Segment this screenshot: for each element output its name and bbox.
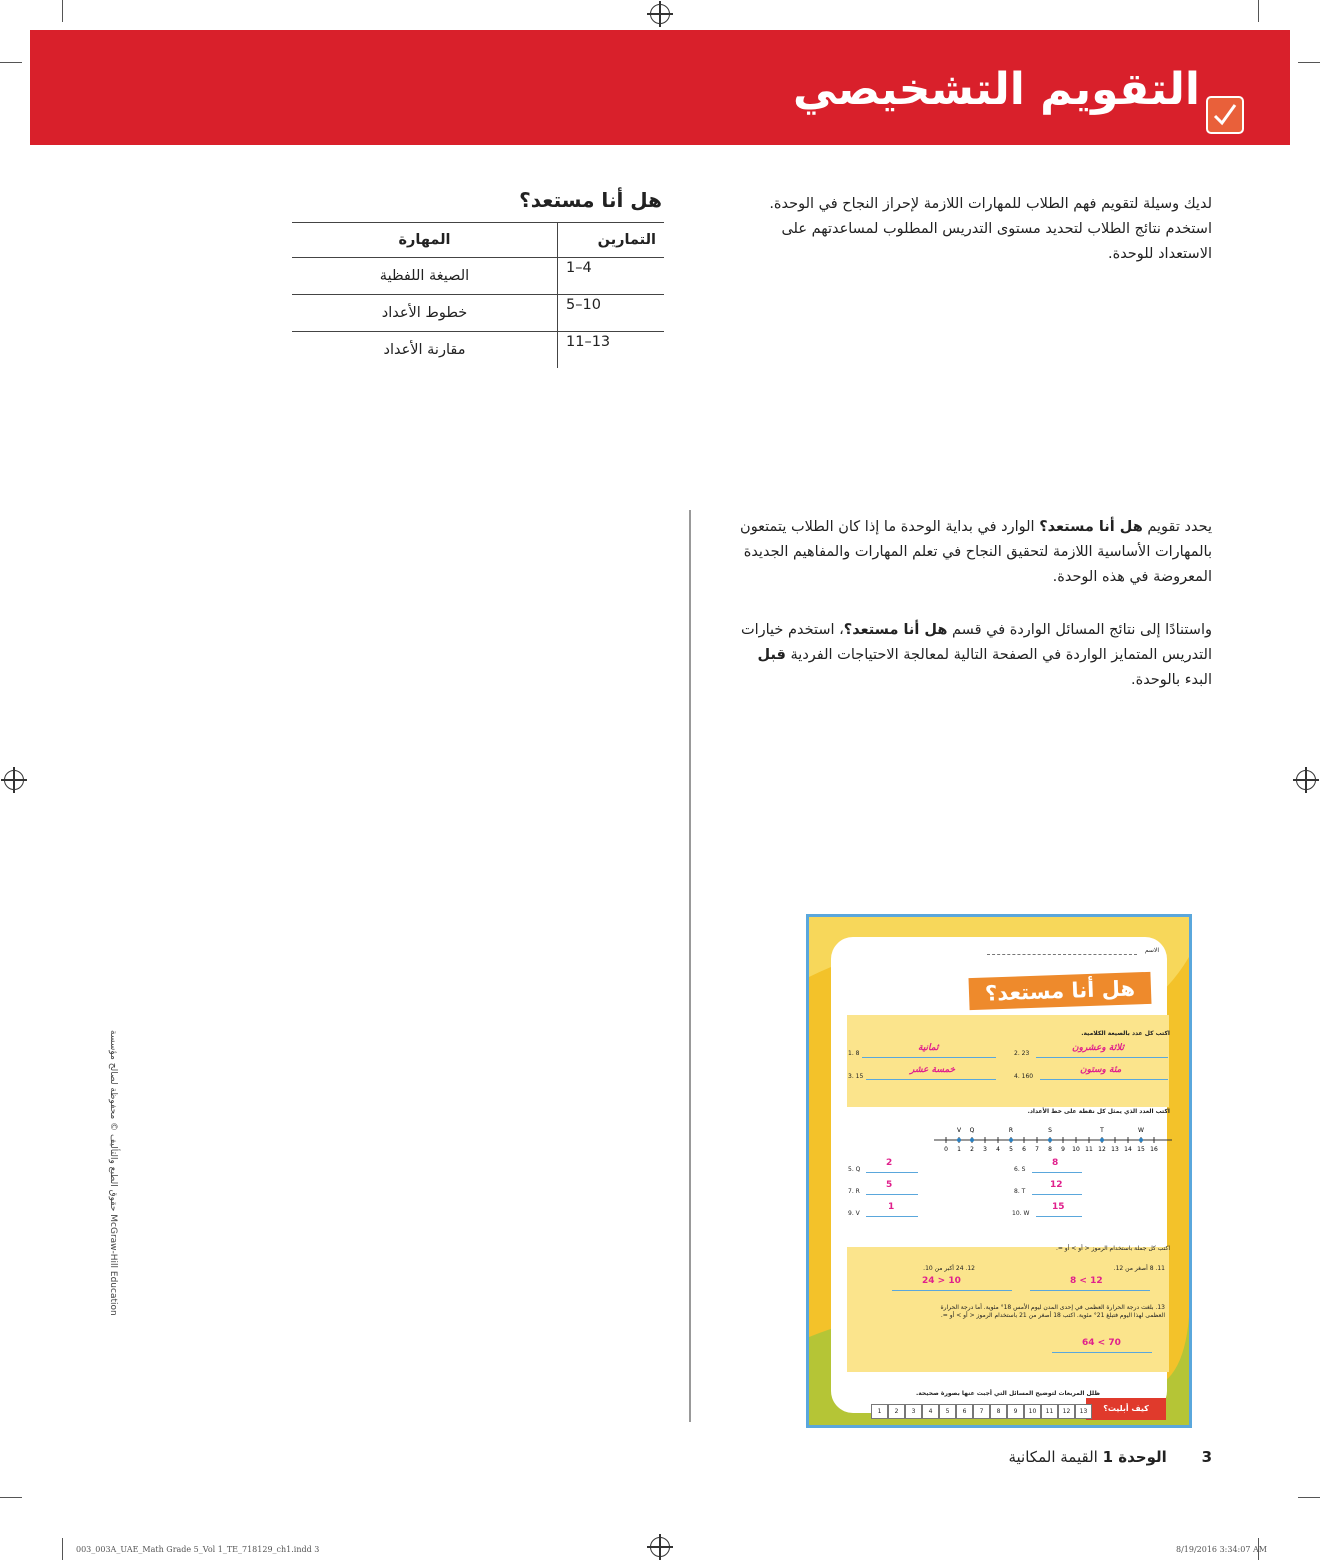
para-bold: قبل bbox=[757, 647, 786, 663]
tick-label: 11 bbox=[1085, 1146, 1093, 1153]
para-bold: هل أنا مستعد؟ bbox=[1039, 519, 1143, 535]
para-text: يحدد تقويم bbox=[1147, 519, 1212, 535]
answer-text: 1 bbox=[888, 1202, 895, 1212]
crop-mark bbox=[62, 1538, 63, 1560]
tick-label: 9 bbox=[1061, 1146, 1065, 1153]
para-bold: هل أنا مستعد؟ bbox=[843, 622, 948, 638]
tick-label: 6 bbox=[1022, 1146, 1026, 1153]
answer-line bbox=[862, 1057, 996, 1058]
crop-mark bbox=[1258, 0, 1259, 22]
answer-line bbox=[1052, 1352, 1152, 1353]
exercises-cell: 11–13 bbox=[558, 332, 665, 369]
score-box: 10 bbox=[1024, 1404, 1041, 1419]
skill-cell: الصيغة اللفظية bbox=[292, 258, 558, 295]
registration-mark-icon bbox=[4, 770, 24, 790]
skill-cell: خطوط الأعداد bbox=[292, 295, 558, 332]
page-footer bbox=[1008, 1448, 1212, 1466]
checkbox-icon bbox=[1206, 96, 1244, 134]
tick-label: 7 bbox=[1035, 1146, 1039, 1153]
answer-line bbox=[866, 1172, 918, 1173]
number-line-point bbox=[1139, 1138, 1143, 1142]
point-label: S bbox=[1048, 1127, 1052, 1134]
answer-line bbox=[1036, 1216, 1082, 1217]
tick-label: 16 bbox=[1150, 1146, 1158, 1153]
answer-text: 64 < 70 bbox=[1082, 1338, 1121, 1348]
question-label: 9. V bbox=[848, 1210, 860, 1217]
instruction: اكتب كل عدد بالصيغة الكلامية. bbox=[1081, 1030, 1170, 1037]
answer-line bbox=[866, 1194, 918, 1195]
number-line-point bbox=[957, 1138, 961, 1142]
para-text: ، استخدم خيارات التدريس المتمايز الواردة في الصفحة التالية لمعالجة الاحتياجات الفردية bbox=[740, 622, 1212, 663]
paragraph-differentiation bbox=[732, 618, 1212, 693]
answer-text: 2 bbox=[886, 1158, 893, 1168]
how-did-i-do-label: كيف أبليت؟ bbox=[1086, 1398, 1166, 1420]
question-label: 2. 23 bbox=[1014, 1050, 1030, 1057]
tick-label: 14 bbox=[1124, 1146, 1132, 1153]
tick-label: 2 bbox=[970, 1146, 974, 1153]
page-title: التقويم التشخيصي bbox=[792, 64, 1200, 115]
point-label: Q bbox=[969, 1127, 975, 1134]
point-label: R bbox=[1008, 1127, 1014, 1134]
answer-line bbox=[866, 1079, 996, 1080]
question-label: 1. 8 bbox=[848, 1050, 860, 1057]
number-line bbox=[930, 1120, 1175, 1154]
answer-text: ثمانية bbox=[918, 1043, 939, 1053]
tick-label: 3 bbox=[983, 1146, 987, 1153]
score-box: 6 bbox=[956, 1404, 973, 1419]
table-row bbox=[292, 258, 664, 295]
tick-label: 10 bbox=[1072, 1146, 1080, 1153]
question-label: 7. R bbox=[848, 1188, 860, 1195]
question-label: 3. 15 bbox=[848, 1073, 864, 1080]
number-line-point bbox=[970, 1138, 974, 1142]
question-label: 12. 24 أكبر من 10. bbox=[923, 1265, 975, 1272]
crop-mark bbox=[0, 1497, 22, 1498]
table-row bbox=[292, 295, 664, 332]
answer-line bbox=[1040, 1079, 1168, 1080]
table-row bbox=[292, 332, 664, 369]
registration-mark-icon bbox=[650, 1537, 670, 1557]
worksheet-thumbnail bbox=[806, 914, 1192, 1428]
point-label: W bbox=[1138, 1127, 1144, 1134]
number-line-point bbox=[1100, 1138, 1104, 1142]
score-box: 9 bbox=[1007, 1404, 1024, 1419]
section-band bbox=[847, 1015, 1169, 1107]
question-label: 6. S bbox=[1014, 1166, 1026, 1173]
unit-label: الوحدة 1 bbox=[1102, 1448, 1167, 1466]
table-title: هل أنا مستعد؟ bbox=[519, 188, 662, 212]
score-box: 12 bbox=[1058, 1404, 1075, 1419]
tick-label: 0 bbox=[944, 1146, 948, 1153]
question-label: 13. بلغت درجة الحرارة العظمى في إحدى المدن ليوم الأمس 18° مئوية. أما درجة الحرارة العظمى لهذا اليوم فتبلغ 21° مئوية. اكتب 18 أصغر من 21 باستخدام الرموز < أو > أو =. bbox=[940, 1304, 1165, 1319]
tick-label: 15 bbox=[1137, 1146, 1145, 1153]
crop-mark bbox=[1298, 62, 1320, 63]
exercises-cell: 1–4 bbox=[558, 258, 665, 295]
answer-text: 24 > 10 bbox=[922, 1276, 961, 1286]
score-box: 2 bbox=[888, 1404, 905, 1419]
copyright-note: حقوق الطبع والتأليف © محفوظة لصالح مؤسسة McGraw-Hill Education bbox=[108, 1030, 118, 1316]
registration-mark-icon bbox=[1296, 770, 1316, 790]
shade-instruction: ظلل المربعات لتوضيح المسائل التي أجبت عنها بصورة صحيحة. bbox=[916, 1390, 1100, 1397]
instruction: اكتب كل جملة باستخدام الرموز < أو > أو =. bbox=[1055, 1245, 1170, 1252]
score-box: 4 bbox=[922, 1404, 939, 1419]
name-line bbox=[987, 954, 1137, 955]
crop-mark bbox=[0, 62, 22, 63]
answer-text: 12 bbox=[1050, 1180, 1063, 1190]
skill-cell: مقارنة الأعداد bbox=[292, 332, 558, 369]
para-text: البدء بالوحدة. bbox=[1130, 672, 1212, 688]
point-label: T bbox=[1100, 1127, 1104, 1134]
registration-mark-icon bbox=[650, 4, 670, 24]
score-box: 3 bbox=[905, 1404, 922, 1419]
answer-text: 5 bbox=[886, 1180, 893, 1190]
score-box: 11 bbox=[1041, 1404, 1058, 1419]
tick-label: 8 bbox=[1048, 1146, 1052, 1153]
tick-label: 12 bbox=[1098, 1146, 1106, 1153]
score-box: 5 bbox=[939, 1404, 956, 1419]
crop-mark bbox=[1298, 1497, 1320, 1498]
question-label: 8. T bbox=[1014, 1188, 1026, 1195]
question-label: 11. 8 أصغر من 12. bbox=[1113, 1265, 1165, 1272]
tick-label: 4 bbox=[996, 1146, 1000, 1153]
instruction: اكتب العدد الذي يمثل كل نقطة على خط الأعداد. bbox=[1027, 1108, 1170, 1115]
column-divider bbox=[689, 510, 691, 1422]
answer-text: 8 < 12 bbox=[1070, 1276, 1103, 1286]
question-label: 10. W bbox=[1012, 1210, 1030, 1217]
column-header-exercises: التمارين bbox=[558, 223, 665, 258]
score-box: 8 bbox=[990, 1404, 1007, 1419]
answer-text: 15 bbox=[1052, 1202, 1065, 1212]
tick-label: 13 bbox=[1111, 1146, 1119, 1153]
page-number: 3 bbox=[1201, 1448, 1212, 1466]
date-slug: 8/19/2016 3:34:07 AM bbox=[1176, 1545, 1267, 1554]
point-label: V bbox=[956, 1127, 962, 1134]
score-box: 1 bbox=[871, 1404, 888, 1419]
para-text: الوارد في بداية الوحدة ما إذا كان الطلاب يتمتعون بالمهارات الأساسية اللازمة لتحقيق النجاح في تعلم المهارات والمفاهيم الجديدة المعروضة في هذه الوحدة. bbox=[740, 519, 1212, 585]
answer-line bbox=[892, 1290, 1012, 1291]
unit-name: القيمة المكانية bbox=[1008, 1448, 1098, 1466]
answer-line bbox=[1032, 1194, 1082, 1195]
answer-text: خمسة عشر bbox=[910, 1065, 956, 1075]
para-text: واستنادًا إلى نتائج المسائل الواردة في قسم bbox=[951, 622, 1212, 638]
answer-text: ثلاثة وعشرون bbox=[1072, 1043, 1125, 1053]
answer-text: 8 bbox=[1052, 1158, 1059, 1168]
worksheet-title: هل أنا مستعد؟ bbox=[968, 972, 1151, 1010]
number-line-point bbox=[1048, 1138, 1052, 1142]
skills-table bbox=[292, 222, 664, 368]
tick-label: 1 bbox=[957, 1146, 961, 1153]
question-label: 5. Q bbox=[848, 1166, 861, 1173]
answer-line bbox=[1032, 1172, 1082, 1173]
score-boxes bbox=[871, 1404, 1092, 1418]
answer-line bbox=[1036, 1057, 1168, 1058]
score-box: 13 bbox=[1075, 1404, 1092, 1419]
crop-mark bbox=[62, 0, 63, 22]
name-label: الاسم bbox=[1144, 947, 1159, 954]
column-header-skill: المهارة bbox=[292, 223, 558, 258]
score-box: 7 bbox=[973, 1404, 990, 1419]
file-slug: 003_003A_UAE_Math Grade 5_Vol 1_TE_718129_ch1.indd 3 bbox=[76, 1545, 320, 1554]
answer-text: مئة وستون bbox=[1080, 1065, 1122, 1075]
intro-paragraph: لديك وسيلة لتقويم فهم الطلاب للمهارات اللازمة لإحراز النجاح في الوحدة. استخدم نتائج الطلاب لتحديد مستوى التدريس المطلوب لمساعدتهم على الاستعداد للوحدة. bbox=[769, 196, 1212, 262]
answer-line bbox=[1030, 1290, 1150, 1291]
number-line-point bbox=[1009, 1138, 1013, 1142]
exercises-cell: 5–10 bbox=[558, 295, 665, 332]
paragraph-readiness bbox=[732, 515, 1212, 590]
tick-label: 5 bbox=[1009, 1146, 1013, 1153]
answer-line bbox=[866, 1216, 918, 1217]
question-label: 4. 160 bbox=[1014, 1073, 1034, 1080]
